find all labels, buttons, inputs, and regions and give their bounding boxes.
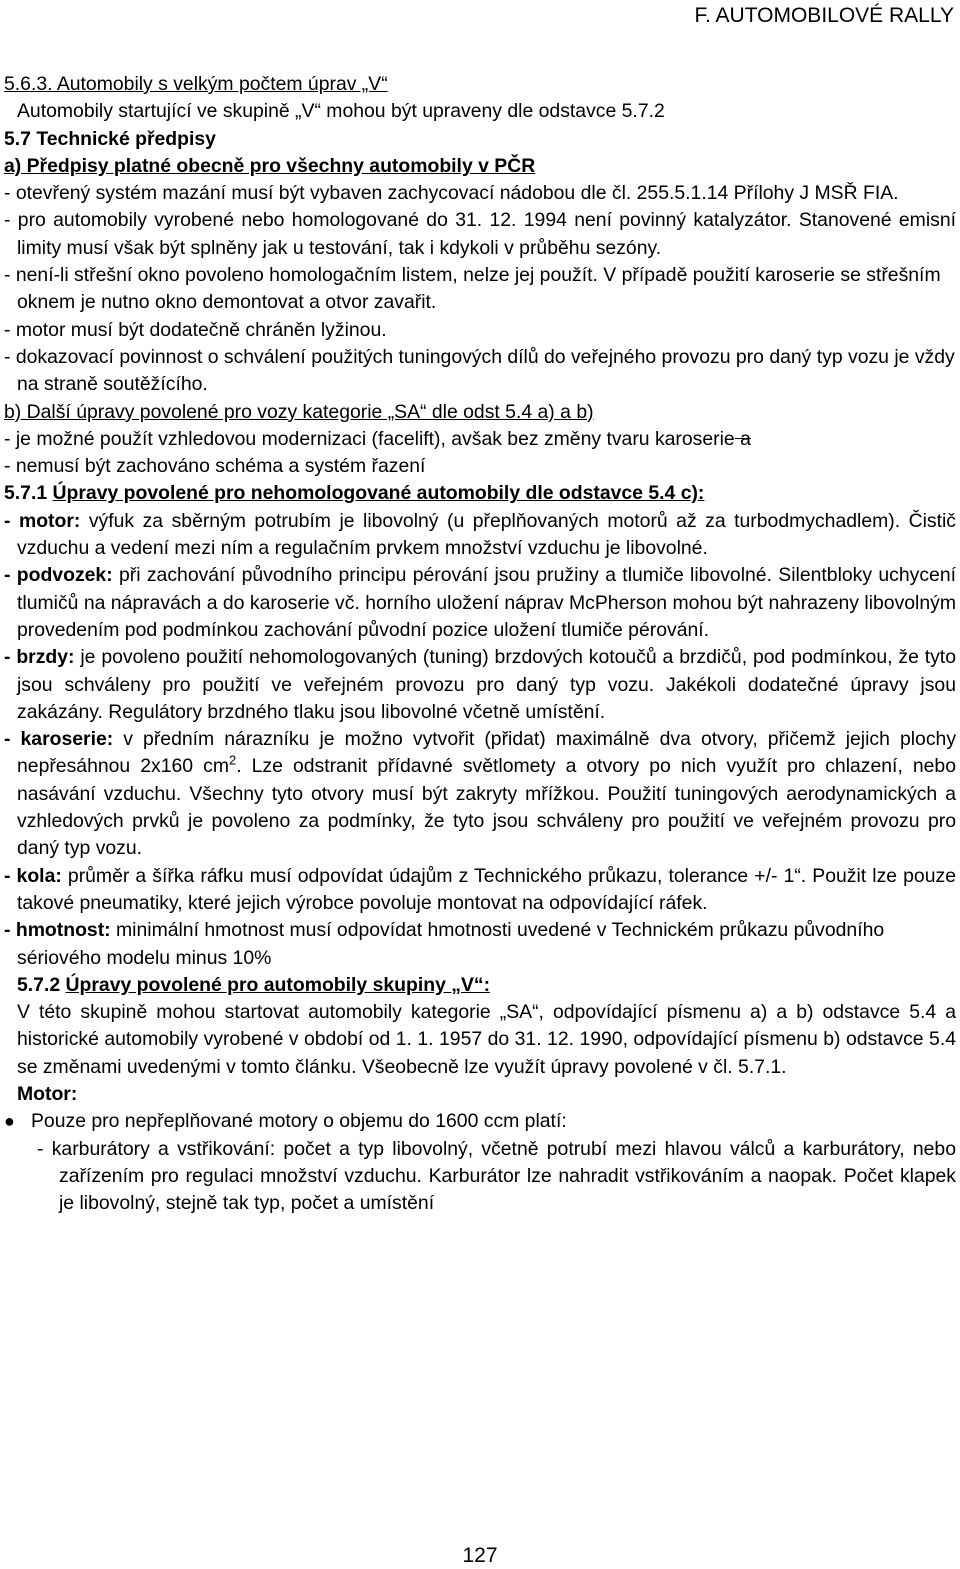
section-5-7-a-heading: a) Předpisy platné obecně pro všechny automobily v PČR [4,154,536,177]
bullet-item: ● Pouze pro nepřeplňované motory o objemu do 1600 ccm platí: [4,1108,956,1135]
list-item: - pro automobily vyrobené nebo homologované do 31. 12. 1994 není povinný katalyzátor. Stanovené emisní limity musí však být splněny jak u testování, tak i kdykoli v průběhu sezóny. [4,209,956,259]
list-item: - není-li střešní okno povoleno homologačním listem, nelze jej použít. V případě použití karoserie se střešním oknem je nutno okno demontovat a otvor zavařit. [4,264,941,314]
section-5-6-3-title: 5.6.3. Automobily s velkým počtem úprav „V“ [4,73,388,95]
section-5-7-1-title: 5.7.1 Úpravy povolené pro nehomologované automobily dle odstavce 5.4 c): [4,482,705,505]
rule-item-hmotnost: - hmotnost: minimální hmotnost musí odpovídat hmotnosti uvedené v Technickém průkazu původního sériového modelu minus 10% [4,919,885,969]
section-5-7-2-text: V této skupině mohou startovat automobily kategorie „SA“, odpovídající písmenu a) a b) odstavce 5.4 a historické automobily vyrobené v období od 1. 1. 1957 do 31. 12. 1990, odpovídající písmenu b) odstavce 5.4 se změnami uvedenými v tomto článku. Všeobecně lze využít úpravy povolené v čl. 5.7.1. [17,1001,956,1078]
list-item: - motor musí být dodatečně chráněn lyžinou. [4,318,387,341]
section-5-6-3-text: Automobily startující ve skupině „V“ mohou být upraveny dle odstavce 5.7.2 [17,100,665,123]
rule-item-brzdy: - brzdy: je povoleno použití nehomologovaných (tuning) brzdových kotoučů a brzdičů, pod podmínkou, že tyto jsou schváleny pro použití ve veřejném provozu pro daný typ vozu. Jakékoli dodatečné úpravy jsou zakázány. Regulátory brzdného tlaku jsou libovolné včetně umístění. [4,646,956,723]
bullet-icon: ● [4,1111,15,1132]
rule-item-podvozek: - podvozek: při zachování původního principu pérování jsou pružiny a tlumiče libovolné. Silentbloky uchycení tlumičů na nápravách a do karoserie vč. horního uložení náprav McPherson mohou být nahrazeny libovolným provedením pod podmínkou zachování původní pozice uložení tlumiče pérování. [4,564,957,641]
rule-item-motor: - motor: výfuk za sběrným potrubím je libovolný (u přeplňovaných motorů až za turbodmychadlem). Čistič vzduchu a vedení mezi ním a regulačním prvkem množství vzduchu je libovolné. [4,509,956,560]
list-item: - dokazovací povinnost o schválení použitých tuningových dílů do veřejného provozu pro daný typ vozu je vždy na straně soutěžícího. [4,345,955,396]
chapter-header: F. AUTOMOBILOVÉ RALLY [694,4,954,27]
rule-item-karoserie: - karoserie: v předním nárazníku je možno vytvořit (přidat) maximálně dva otvory, přičemž jejich plochy nepřesáhnou 2x160 $cm^2$. Lze odstranit přídavné světlomety a otvory po nich využít pro chlazení, nebo nasávání vzduchu. Všechny tyto otvory musí být zakryty mřížkou. Použití tuningových aerodynamických a vzhledových prvků je povoleno za podmínky, že tyto jsou schváleny pro použití ve veřejném provozu pro daný typ vozu. [4,728,957,860]
list-item: - otevřený systém mazání musí být vybaven zachycovací nádobou dle čl. 255.5.1.14 Přílohy J MSŘ FIA. [4,182,899,205]
motor-heading: Motor: [17,1082,78,1105]
page-number: 127 [462,1544,498,1567]
section-5-7-b-heading: b) Další úpravy povolené pro vozy kategorie „SA“ dle odst 5.4 a) a b) [4,400,594,423]
document-body [4,71,956,1217]
rule-item-kola: - kola: průměr a šířka ráfku musí odpovídat údajům z Technického průkazu, tolerance +/- 1“. Použit lze pouze takové pneumatiky, které jejich výrobce povoluje montovat na odpovídající ráfek. [4,864,956,914]
list-item: - je možné použít vzhledovou modernizaci (facelift), avšak bez změny tvaru karoserie a [4,427,751,450]
section-5-7-title: 5.7 Technické předpisy [4,127,216,150]
sub-list-item: - karburátory a vstřikování: počet a typ libovolný, včetně potrubí mezi hlavou válců a karburátory, nebo zařízením pro regulaci množství vzduchu. Karburátor lze nahradit vstřikováním a naopak. Počet klapek je libovolný, stejně tak typ, počet a umístění [37,1137,956,1215]
section-5-7-2-title: 5.7.2 Úpravy povolené pro automobily skupiny „V“: [17,973,491,996]
list-item: - nemusí být zachováno schéma a systém řazení [4,455,426,478]
